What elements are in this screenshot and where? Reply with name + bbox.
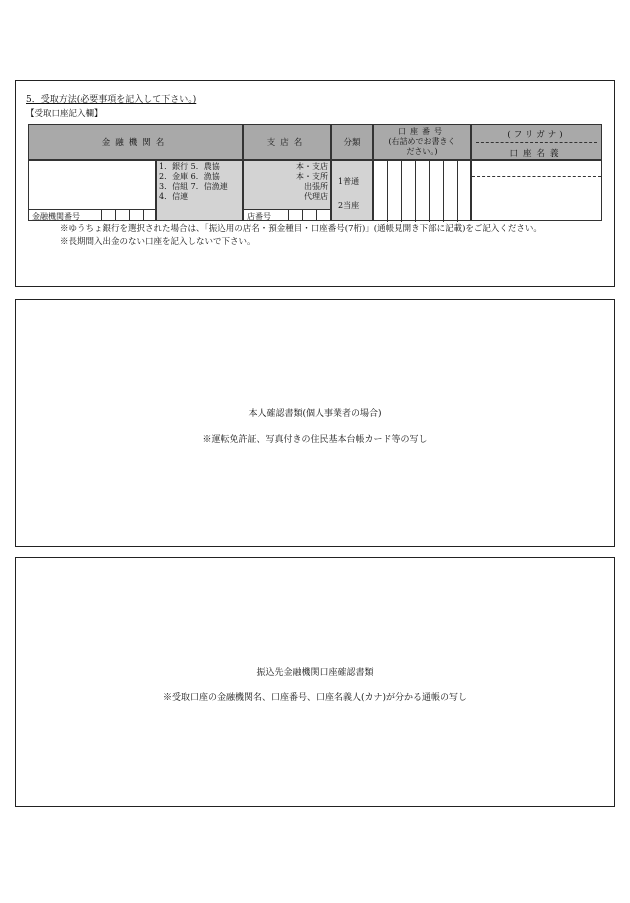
- bank-document-box: [15, 557, 615, 807]
- institution-type-2[interactable]: 2．金庫 6．漁協: [159, 172, 220, 181]
- dormant-account-note: ※長期間入出金のない口座を記入しないで下さい。: [60, 237, 256, 247]
- header-account-number: [373, 124, 471, 160]
- header-furigana: (フリガナ): [507, 130, 566, 140]
- receiving-method-section: [15, 80, 615, 287]
- institution-type-1[interactable]: 1．銀行 5．農協: [159, 162, 220, 171]
- account-type-options: [331, 160, 373, 221]
- account-type-ordinary[interactable]: 1普通: [338, 177, 360, 186]
- account-number-hint-2: ださい。): [406, 147, 438, 156]
- bank-code-label: 金融機関番号: [32, 212, 80, 221]
- bank-doc-note: ※受取口座の金融機関名、口座番号、口座名義人(カナ)が分かる通帳の写し: [162, 693, 468, 703]
- japan-post-note: ※ゆうちょ銀行を選択された場合は、「振込用の店名・預金種目・口座番号(7桁)」(通帳見開き下部に記載)をご記入ください。: [60, 224, 542, 234]
- identity-doc-title: 本人確認書類(個人事業者の場合): [248, 409, 382, 419]
- institution-type-options: [156, 160, 243, 221]
- account-entry-heading: 【受取口座記入欄】: [26, 109, 103, 119]
- header-category: 分類: [331, 124, 373, 160]
- account-number-entry-field[interactable]: [373, 160, 471, 221]
- account-number-label: 口座番号: [398, 127, 446, 136]
- header-branch-name: 支店名: [243, 124, 331, 160]
- branch-code-label: 店番号: [247, 212, 271, 221]
- account-number-hint-1: (右詰めでお書きく: [388, 137, 456, 146]
- branch-type-1[interactable]: 本・支店: [296, 162, 328, 171]
- identity-doc-note: ※運転免許証、写真付きの住民基本台帳カード等の写し: [202, 435, 428, 445]
- header-bank-name: 金融機関名: [28, 124, 243, 160]
- bank-doc-title: 振込先金融機関口座確認書類: [256, 668, 374, 678]
- account-type-current[interactable]: 2当座: [338, 201, 360, 210]
- bank-code-row: [28, 209, 156, 221]
- institution-type-3[interactable]: 3．信組 7．信漁連: [159, 182, 228, 191]
- branch-type-3[interactable]: 出張所: [304, 182, 328, 191]
- identity-document-box: [15, 299, 615, 547]
- header-holder: [471, 124, 602, 160]
- header-holder-name: 口座名義: [509, 149, 564, 159]
- institution-type-4[interactable]: 4．信連: [159, 192, 189, 201]
- section-title: 5．受取方法(必要事項を記入して下さい。): [26, 95, 197, 105]
- furigana-divider: [476, 142, 597, 143]
- branch-code-row: [243, 209, 331, 221]
- account-holder-entry-field[interactable]: [471, 160, 602, 221]
- branch-type-4[interactable]: 代理店: [304, 192, 328, 201]
- holder-divider: [472, 176, 601, 177]
- branch-type-2[interactable]: 本・支所: [296, 172, 328, 181]
- account-table: [28, 124, 602, 221]
